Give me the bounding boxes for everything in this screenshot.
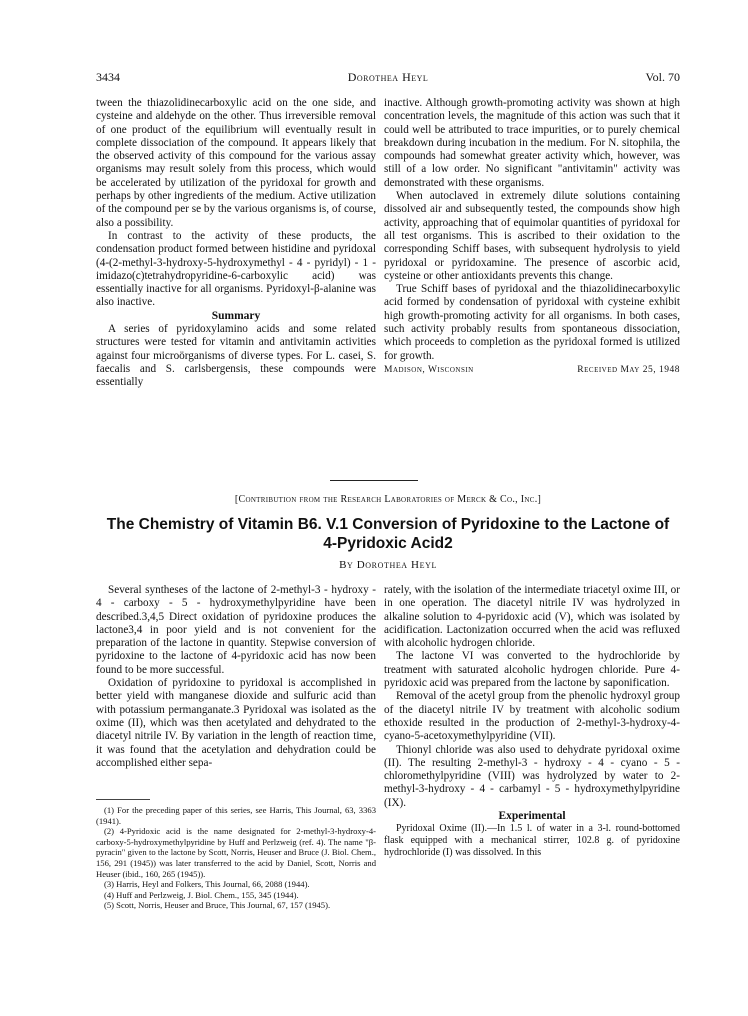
footnote: (4) Huff and Perlzweig, J. Biol. Chem., 155, 345 (1944). xyxy=(104,889,299,900)
volume-label: Vol. 70 xyxy=(645,70,680,84)
sig-place: Madison, Wisconsin xyxy=(384,364,474,375)
body-paragraph: Oxidation of pyridoxine to pyridoxal is accomplished in better yield with manganese dioxide and sulfuric acid than with potassium permanganate.3 Pyridoxal was isolated as the oxime (II), which was then acetylated and dehydrated to the diacetyl nitrile IV. By variation in the length of reaction time, it was found that the acetylation and dehydration could be accomplished either sepa- xyxy=(96,677,376,769)
footnote: (3) Harris, Heyl and Folkers, This Journal, 66, 2088 (1944). xyxy=(104,879,310,890)
body-paragraph: Several syntheses of the lactone of 2-methyl-3 - hydroxy - 4 - carboxy - 5 - hydroxymethylpyridine have been described.3,4,5 Direct oxidation of pyridoxine produces the lactone3,4 in poor yield and is not convenient for the preparation of the lactone in quantity. Stepwise conversion of pyridoxine to the lactone of 4-pyridoxic acid has now been found to be more successful. xyxy=(96,584,376,676)
body-paragraph: In contrast to the activity of these products, the condensation product formed between histidine and pyridoxal (4-(2-methyl-3-hydroxy-5-hydroxymethyl - 4 - pyridyl) - 1 - imidazo(c)tetrahydropyridine-6-carboxylic acid) was essentially inactive for all organisms. Pyridoxyl-β-alanine was also inactive. xyxy=(96,229,376,309)
body-paragraph: inactive. Although growth-promoting activity was shown at high concentration levels, the magnitude of this action was such that it could well be attributed to trace impurities, or to purely chemical breakdown during incubation in the medium. For N. sitophila, the compounds had somewhat greater activity which, however, was still of a low order. No significant "antivitamin" activity was demonstrated with these organisms. xyxy=(384,97,680,189)
section-divider xyxy=(330,480,418,481)
summary-heading: Summary xyxy=(211,309,261,322)
body-paragraph: Removal of the acetyl group from the phenolic hydroxyl group of the diacetyl nitrile IV by treatment with alcoholic sodium ethoxide resulted in the production of 2-methyl-3-hydroxy-4-cyano-5-acetoxymethylpyridine (VII). xyxy=(384,690,680,743)
body-paragraph: The lactone VI was converted to the hydrochloride by treatment with saturated alcoholic hydrogen chloride. Pure 4-pyridoxic acid was prepared from the lactone by saponification. xyxy=(384,650,680,690)
byline: By Dorothea Heyl xyxy=(339,559,437,571)
running-head: Dorothea Heyl xyxy=(347,70,429,84)
sig-received: Received May 25, 1948 xyxy=(577,364,680,375)
body-paragraph: True Schiff bases of pyridoxal and the thiazolidinecarboxylic acid formed by condensation of pyridoxal with cysteine exhibit high growth-promoting activity for all organisms. In both cases, such activity probably results from spontaneous dissociation, which proceeds to completion as the pyridoxal formed is utilized for growth. xyxy=(384,283,680,362)
experimental-heading: Experimental xyxy=(498,810,566,823)
footnote: (5) Scott, Norris, Heuser and Bruce, This Journal, 67, 157 (1945). xyxy=(104,900,331,911)
footnote: (2) 4-Pyridoxic acid is the name designated for 2-methyl-3-hydroxy-4-carboxy-5-hydroxymethylpyridine by Huff and Perlzweig (ref. 4). The name "β-pyracin" given to the lactone by Scott, Norris, Heuser and Bruce (J. Biol. Chem., 156, 291 (1945)) was later transferred to the acid by Daniel, Scott, Norris and Heuser (ibid., 160, 265 (1945)). xyxy=(96,826,376,879)
article-title xyxy=(96,515,680,553)
footnote: (1) For the preceding paper of this series, see Harris, This Journal, 63, 3363 (1941). xyxy=(96,805,376,826)
body-paragraph: rately, with the isolation of the intermediate triacetyl oxime III, or in one operation. The diacetyl nitrile IV was hydrolyzed in alkaline solution to 4-pyridoxic acid (V), which was isolated by acidification. Lactonization occurred when the acid was refluxed with alcoholic hydrogen chloride. xyxy=(384,584,680,650)
footnotes xyxy=(96,805,376,911)
article-left-column xyxy=(96,584,376,770)
body-paragraph: When autoclaved in extremely dilute solutions containing dissolved air and subsequently tested, the compounds show high activity, approaching that of equimolar quantities of pyridoxal for all test organisms. This is ascribed to their oxidation to the corresponding Schiff bases, with subsequent hydrolysis to yield pyridoxal or pyridoxamine. The presence of ascorbic acid, cysteine or other antioxidants prevents this change. xyxy=(384,190,680,282)
page-number: 3434 xyxy=(96,70,120,84)
body-paragraph: A series of pyridoxylamino acids and some related structures were tested for vitamin and antivitamin activities against four microörganisms of diverse types. For L. casei, S. faecalis and S. carlsbergensis, these compounds were essentially xyxy=(96,323,376,389)
contribution-line: [Contribution from the Research Laboratories of Merck & Co., Inc.] xyxy=(234,494,542,505)
article-right-column xyxy=(384,584,680,859)
prev-article-right-column xyxy=(384,97,680,377)
signature-line xyxy=(384,364,680,377)
body-paragraph: Thionyl chloride was also used to dehydrate pyridoxal oxime (II). The resulting 2-methyl-3 - hydroxy - 4 - cyano - 5 - chloromethylpyridine (VIII) was hydrolyzed by water to 2-methyl-3-hydroxy - 4 - carbamyl - 5 - hydroxymethylpyridine (IX). xyxy=(384,743,680,809)
title-line-2: 4-Pyridoxic Acid2 xyxy=(323,535,453,552)
page-header xyxy=(96,70,680,88)
experimental-paragraph: Pyridoxal Oxime (II).—In 1.5 l. of water in a 3-l. round-bottomed flask equipped with a mechanical stirrer, 102.8 g. of pyridoxine hydrochloride (I) was dissolved. In this xyxy=(384,823,680,859)
footnote-rule xyxy=(96,799,150,800)
prev-article-left-column xyxy=(96,97,376,390)
body-paragraph: tween the thiazolidinecarboxylic acid on the one side, and cysteine and aldehyde on the other. Thus irreversible removal of one product of the equilibrium will eventually result in complete dissociation of the compound. It appears likely that the observed activity of this compound for the various assay organisms may result solely from this process, which would be accelerated by utilization of the pyridoxal for growth and perhaps by other ingredients of the medium. Active utilization of the compound per se by the various organisms is, of course, also a possibility. xyxy=(96,97,376,229)
title-line-1: The Chemistry of Vitamin B6. V.1 Conversion of Pyridoxine to the Lactone of xyxy=(106,516,670,533)
